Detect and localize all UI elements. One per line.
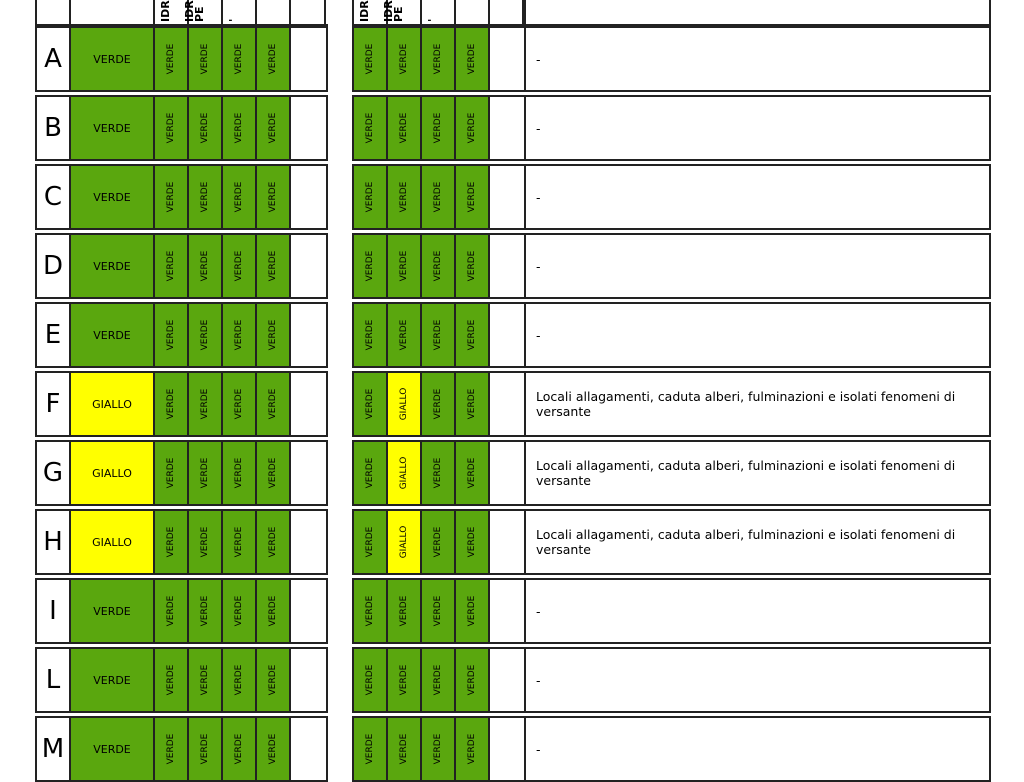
alert-cell-right-1 (388, 166, 422, 228)
header-row-right (352, 0, 526, 26)
alert-cell-label: VERDE (200, 112, 210, 144)
phenomena-note-text: Locali allagamenti, caduta alberi, fulminazioni e isolati fenomeni di versante (536, 389, 956, 419)
alert-cell-left-0 (155, 235, 189, 297)
alert-cell-label: VERDE (433, 526, 443, 558)
alert-cell-left-0 (155, 442, 189, 504)
alert-cell-label: VERDE (365, 319, 375, 351)
alert-cell-label: VERDE (365, 112, 375, 144)
alert-cell-right-3 (456, 97, 490, 159)
alert-cell-right-0 (354, 511, 388, 573)
alert-cell-left-0 (155, 511, 189, 573)
empty-cell (291, 442, 325, 504)
overall-alert-level: GIALLO (71, 442, 155, 504)
alert-cell-left-2 (223, 28, 257, 90)
alert-cell-label: VERDE (467, 112, 477, 144)
zone-letter: B (37, 97, 71, 159)
zone-letter: D (37, 235, 71, 297)
alert-cell-label: VERDE (268, 526, 278, 558)
phenomena-note (524, 164, 991, 230)
alert-cell-right-2 (422, 97, 456, 159)
alert-cell-label: VERDE (467, 181, 477, 213)
alert-cell-left-3 (257, 28, 291, 90)
alert-cell-label: VERDE (234, 595, 244, 627)
alert-cell-left-3 (257, 649, 291, 711)
phenomena-note-text: - (536, 327, 541, 343)
phenomena-note (524, 716, 991, 782)
alert-cell-label: VERDE (234, 733, 244, 765)
alert-cell-left-3 (257, 373, 291, 435)
alert-cell-right-0 (354, 442, 388, 504)
alert-cell-right-0 (354, 373, 388, 435)
overall-alert-level: GIALLO (71, 511, 155, 573)
alert-cell-left-3 (257, 97, 291, 159)
alert-cell-left-3 (257, 718, 291, 780)
alert-cell-right-3 (456, 511, 490, 573)
empty-cell (291, 235, 325, 297)
alert-cell-right-0 (354, 718, 388, 780)
alert-cell-left-3 (257, 166, 291, 228)
alert-cell-label: VERDE (268, 43, 278, 75)
alert-cell-left-1 (189, 373, 223, 435)
alert-cell-label: VERDE (268, 388, 278, 420)
zone-letter: E (37, 304, 71, 366)
alert-cell-right-2 (422, 442, 456, 504)
alert-cell-label: VERDE (166, 457, 176, 489)
empty-cell (291, 580, 325, 642)
zone-block-right (352, 440, 526, 506)
header-cell-left-4 (223, 0, 257, 24)
empty-cell (291, 511, 325, 573)
zone-block-right (352, 371, 526, 437)
alert-cell-label: VERDE (433, 595, 443, 627)
empty-cell (490, 442, 524, 504)
alert-cell-label: VERDE (200, 457, 210, 489)
alert-cell-label: VERDE (268, 319, 278, 351)
alert-cell-label: VERDE (234, 388, 244, 420)
alert-cell-right-3 (456, 718, 490, 780)
overall-alert-level: VERDE (71, 97, 155, 159)
alert-cell-label: VERDE (365, 181, 375, 213)
empty-cell (490, 373, 524, 435)
alert-cell-label: VERDE (268, 595, 278, 627)
alert-cell-left-2 (223, 649, 257, 711)
phenomena-note (524, 440, 991, 506)
phenomena-note (524, 233, 991, 299)
alert-cell-left-3 (257, 304, 291, 366)
alert-cell-label: VERDE (200, 43, 210, 75)
header-label: IDR (358, 0, 371, 22)
alert-cell-label: VERDE (467, 526, 477, 558)
alert-cell-label: VERDE (365, 526, 375, 558)
alert-cell-label: VERDE (268, 250, 278, 282)
alert-cell-right-2 (422, 304, 456, 366)
alert-cell-right-0 (354, 580, 388, 642)
zone-letter: C (37, 166, 71, 228)
alert-cell-left-1 (189, 442, 223, 504)
alert-cell-label: VERDE (200, 526, 210, 558)
header-cell-left-5 (257, 0, 291, 24)
empty-cell (490, 235, 524, 297)
zone-block-right (352, 578, 526, 644)
header-label: IDR PE (183, 0, 206, 22)
alert-cell-label: VERDE (166, 250, 176, 282)
alert-cell-label: VERDE (268, 112, 278, 144)
table-row (0, 509, 1024, 575)
alert-cell-left-0 (155, 373, 189, 435)
alert-cell-label: VERDE (234, 112, 244, 144)
table-row (0, 716, 1024, 782)
alert-cell-left-2 (223, 373, 257, 435)
alert-cell-label: VERDE (166, 181, 176, 213)
alert-cell-left-2 (223, 166, 257, 228)
empty-cell (291, 304, 325, 366)
alert-cell-label: VERDE (200, 181, 210, 213)
zone-block-left (35, 26, 328, 92)
alert-cell-label: VERDE (166, 319, 176, 351)
alert-cell-right-2 (422, 373, 456, 435)
zone-letter: H (37, 511, 71, 573)
empty-cell (490, 718, 524, 780)
alert-cell-right-3 (456, 28, 490, 90)
alert-cell-right-0 (354, 235, 388, 297)
alert-cell-left-2 (223, 442, 257, 504)
alert-cell-left-2 (223, 718, 257, 780)
alert-cell-label: VERDE (433, 250, 443, 282)
alert-cell-right-0 (354, 97, 388, 159)
zone-block-left (35, 578, 328, 644)
empty-cell (291, 166, 325, 228)
zone-block-left (35, 371, 328, 437)
alert-cell-left-1 (189, 28, 223, 90)
alert-cell-left-1 (189, 166, 223, 228)
alert-cell-label: VERDE (399, 250, 409, 282)
empty-cell (490, 304, 524, 366)
alert-cell-label: VERDE (365, 733, 375, 765)
table-row (0, 302, 1024, 368)
alert-cell-label: VERDE (200, 250, 210, 282)
alert-cell-label: VERDE (166, 664, 176, 696)
header-cell-right-3 (456, 0, 490, 24)
alert-cell-right-0 (354, 649, 388, 711)
empty-cell (490, 580, 524, 642)
alert-cell-left-2 (223, 97, 257, 159)
phenomena-note (524, 578, 991, 644)
alert-cell-right-1 (388, 28, 422, 90)
alert-cell-label: VERDE (467, 319, 477, 351)
alert-cell-label: VERDE (166, 112, 176, 144)
alert-cell-label: VERDE (166, 526, 176, 558)
table-row (0, 164, 1024, 230)
alert-cell-left-2 (223, 235, 257, 297)
zone-block-left (35, 647, 328, 713)
alert-cell-left-1 (189, 511, 223, 573)
header-cell-left-0 (37, 0, 71, 24)
alert-cell-label: GIALLO (399, 456, 409, 490)
header-cell-right-2 (422, 0, 456, 24)
alert-cell-label: VERDE (467, 595, 477, 627)
alert-cell-left-0 (155, 718, 189, 780)
alert-cell-right-2 (422, 28, 456, 90)
zone-letter: A (37, 28, 71, 90)
alert-cell-right-3 (456, 373, 490, 435)
empty-cell (291, 718, 325, 780)
alert-cell-label: VERDE (365, 250, 375, 282)
alert-cell-left-0 (155, 28, 189, 90)
alert-cell-right-3 (456, 580, 490, 642)
zone-letter: F (37, 373, 71, 435)
alert-cell-left-0 (155, 580, 189, 642)
alert-cell-left-3 (257, 580, 291, 642)
alert-cell-right-0 (354, 166, 388, 228)
header-label: IDR (159, 0, 172, 22)
zone-block-left (35, 509, 328, 575)
alert-cell-label: VERDE (234, 181, 244, 213)
alert-cell-right-3 (456, 235, 490, 297)
alert-cell-right-1 (388, 304, 422, 366)
alert-cell-label: VERDE (365, 595, 375, 627)
table-row (0, 578, 1024, 644)
alert-cell-label: VERDE (200, 733, 210, 765)
alert-cell-label: VERDE (234, 457, 244, 489)
alert-cell-label: VERDE (467, 457, 477, 489)
alert-cell-label: VERDE (365, 457, 375, 489)
alert-cell-label: VERDE (200, 595, 210, 627)
alert-cell-right-1 (388, 580, 422, 642)
zone-block-left (35, 440, 328, 506)
alert-cell-label: VERDE (433, 112, 443, 144)
alert-cell-label: VERDE (365, 388, 375, 420)
alert-cell-left-0 (155, 649, 189, 711)
header-cell-left-6 (291, 0, 326, 24)
phenomena-note-text: Locali allagamenti, caduta alberi, fulminazioni e isolati fenomeni di versante (536, 527, 956, 557)
phenomena-note-text: - (536, 741, 541, 757)
overall-alert-level: VERDE (71, 28, 155, 90)
empty-cell (490, 97, 524, 159)
zone-block-right (352, 716, 526, 782)
zone-block-right (352, 509, 526, 575)
alert-cell-label: VERDE (268, 457, 278, 489)
empty-cell (490, 511, 524, 573)
phenomena-note (524, 302, 991, 368)
zone-block-left (35, 302, 328, 368)
phenomena-note-text: - (536, 672, 541, 688)
alert-cell-label: VERDE (200, 664, 210, 696)
alert-cell-label: VERDE (234, 250, 244, 282)
overall-alert-level: VERDE (71, 580, 155, 642)
empty-cell (490, 28, 524, 90)
empty-cell (291, 649, 325, 711)
alert-cell-right-1 (388, 97, 422, 159)
header-notes-cell (524, 0, 991, 26)
alert-cell-label: VERDE (467, 388, 477, 420)
alert-cell-label: VERDE (166, 388, 176, 420)
empty-cell (291, 97, 325, 159)
alert-cell-label: VERDE (365, 664, 375, 696)
alert-cell-label: VERDE (234, 664, 244, 696)
overall-alert-level: GIALLO (71, 373, 155, 435)
alert-cell-right-2 (422, 511, 456, 573)
alert-cell-label: VERDE (200, 388, 210, 420)
table-row (0, 647, 1024, 713)
alert-cell-right-1 (388, 235, 422, 297)
table-row (0, 95, 1024, 161)
alert-cell-label: VERDE (268, 181, 278, 213)
alert-cell-label: GIALLO (399, 525, 409, 559)
zone-block-right (352, 164, 526, 230)
phenomena-note (524, 509, 991, 575)
alert-cell-right-1 (388, 373, 422, 435)
alert-cell-right-1 (388, 718, 422, 780)
table-row (0, 233, 1024, 299)
overall-alert-level: VERDE (71, 166, 155, 228)
header-cell-left-3 (183, 0, 223, 24)
alert-cell-left-3 (257, 235, 291, 297)
zone-block-left (35, 164, 328, 230)
phenomena-note (524, 95, 991, 161)
alert-cell-label: VERDE (433, 664, 443, 696)
alert-cell-left-0 (155, 166, 189, 228)
overall-alert-level: VERDE (71, 235, 155, 297)
zone-letter: I (37, 580, 71, 642)
table-row (0, 26, 1024, 92)
header-row-left (35, 0, 328, 26)
alert-cell-right-1 (388, 442, 422, 504)
overall-alert-level: VERDE (71, 649, 155, 711)
alert-cell-label: VERDE (399, 112, 409, 144)
alert-cell-label: VERDE (467, 250, 477, 282)
alert-cell-label: VERDE (234, 319, 244, 351)
header-label: IDR PE (382, 0, 405, 22)
alert-cell-left-2 (223, 304, 257, 366)
overall-alert-level: VERDE (71, 718, 155, 780)
phenomena-note (524, 647, 991, 713)
alert-cell-label: VERDE (166, 43, 176, 75)
table-row (0, 371, 1024, 437)
alert-cell-label: VERDE (433, 733, 443, 765)
alert-cell-label: VERDE (399, 181, 409, 213)
alert-cell-left-1 (189, 718, 223, 780)
header-label: ' (227, 18, 240, 22)
header-cell-left-1 (71, 0, 155, 24)
alert-cell-right-2 (422, 166, 456, 228)
alert-cell-label: VERDE (166, 733, 176, 765)
zone-block-right (352, 302, 526, 368)
zone-letter: M (37, 718, 71, 780)
alert-cell-right-3 (456, 304, 490, 366)
alert-cell-left-0 (155, 97, 189, 159)
alert-cell-label: VERDE (467, 733, 477, 765)
alert-cell-left-2 (223, 580, 257, 642)
alert-cell-label: VERDE (234, 43, 244, 75)
alert-cell-right-0 (354, 28, 388, 90)
alert-cell-label: VERDE (399, 733, 409, 765)
phenomena-note (524, 26, 991, 92)
phenomena-note-text: - (536, 258, 541, 274)
header-label: ' (426, 18, 439, 22)
alert-cell-label: VERDE (399, 664, 409, 696)
phenomena-note-text: - (536, 603, 541, 619)
zone-letter: L (37, 649, 71, 711)
phenomena-note-text: - (536, 51, 541, 67)
zone-block-left (35, 716, 328, 782)
alert-cell-label: VERDE (200, 319, 210, 351)
zone-letter: G (37, 442, 71, 504)
alert-cell-label: GIALLO (399, 387, 409, 421)
alert-cell-label: VERDE (433, 457, 443, 489)
alert-cell-left-1 (189, 235, 223, 297)
zone-block-right (352, 95, 526, 161)
alert-cell-left-0 (155, 304, 189, 366)
alert-cell-right-2 (422, 235, 456, 297)
alert-cell-label: VERDE (433, 43, 443, 75)
alert-cell-right-3 (456, 166, 490, 228)
alert-cell-label: VERDE (433, 388, 443, 420)
alert-cell-left-3 (257, 442, 291, 504)
alert-cell-right-0 (354, 304, 388, 366)
zone-block-left (35, 95, 328, 161)
alert-cell-right-1 (388, 649, 422, 711)
phenomena-note-text: - (536, 189, 541, 205)
alert-cell-left-3 (257, 511, 291, 573)
zone-block-right (352, 233, 526, 299)
alert-cell-right-1 (388, 511, 422, 573)
header-cell-right-4 (490, 0, 524, 24)
alert-cell-label: VERDE (365, 43, 375, 75)
phenomena-note-text: - (536, 120, 541, 136)
alert-cell-label: VERDE (268, 733, 278, 765)
alert-cell-left-1 (189, 649, 223, 711)
alert-cell-right-2 (422, 718, 456, 780)
zone-block-right (352, 26, 526, 92)
zone-block-right (352, 647, 526, 713)
alert-cell-right-2 (422, 580, 456, 642)
alert-cell-label: VERDE (399, 319, 409, 351)
empty-cell (490, 649, 524, 711)
phenomena-note (524, 371, 991, 437)
header-cell-right-1 (382, 0, 422, 24)
alert-cell-left-1 (189, 580, 223, 642)
alert-cell-label: VERDE (433, 319, 443, 351)
empty-cell (490, 166, 524, 228)
alert-cell-label: VERDE (268, 664, 278, 696)
alert-cell-label: VERDE (234, 526, 244, 558)
alert-cell-right-2 (422, 649, 456, 711)
alert-cell-left-1 (189, 304, 223, 366)
alert-cell-left-2 (223, 511, 257, 573)
alert-cell-label: VERDE (166, 595, 176, 627)
overall-alert-level: VERDE (71, 304, 155, 366)
alert-cell-left-1 (189, 97, 223, 159)
alert-cell-right-3 (456, 442, 490, 504)
zone-block-left (35, 233, 328, 299)
alert-cell-right-3 (456, 649, 490, 711)
alert-cell-label: VERDE (399, 43, 409, 75)
empty-cell (291, 373, 325, 435)
alert-cell-label: VERDE (467, 43, 477, 75)
phenomena-note-text: Locali allagamenti, caduta alberi, fulminazioni e isolati fenomeni di versante (536, 458, 956, 488)
alert-cell-label: VERDE (433, 181, 443, 213)
empty-cell (291, 28, 325, 90)
alert-cell-label: VERDE (467, 664, 477, 696)
table-row (0, 440, 1024, 506)
alert-cell-label: VERDE (399, 595, 409, 627)
